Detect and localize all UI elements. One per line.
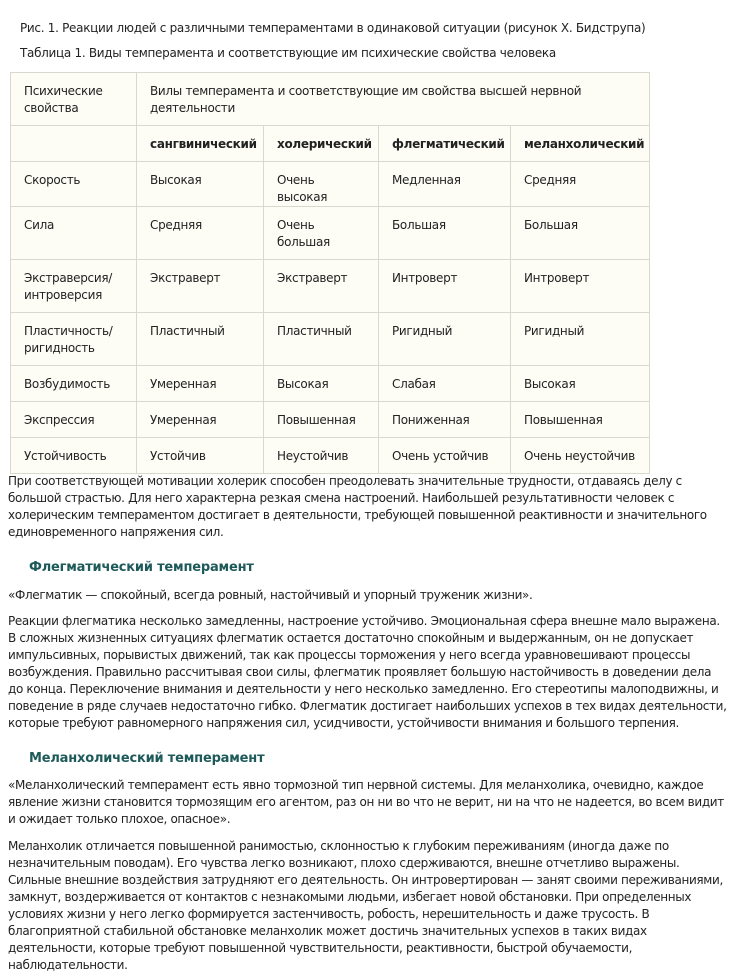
value-cell: Ригидный (511, 313, 650, 366)
temperament-table (10, 72, 650, 474)
value-cell: Пластичный (264, 313, 379, 366)
phlegmatic-quote: «Флегматик — спокойный, всегда ровный, настойчивый и упорный труженик жизни». (8, 588, 533, 602)
property-cell: Устойчивость (11, 438, 137, 474)
value-cell: Пониженная (379, 402, 511, 438)
value-cell: Повышенная (264, 402, 379, 438)
property-cell: Экспрессия (11, 402, 137, 438)
value-cell: Очень неустойчив (511, 438, 650, 474)
table-row (11, 260, 650, 313)
type-melancholic: меланхолический (511, 126, 650, 162)
value-cell: Интроверт (379, 260, 511, 313)
value-cell: Экстраверт (137, 260, 264, 313)
value-cell: Высокая (511, 366, 650, 402)
header-properties: Психические свойства (11, 73, 137, 126)
type-choleric: холерический (264, 126, 379, 162)
value-cell: Очень устойчив (379, 438, 511, 474)
value-cell: Очень большая (264, 207, 379, 260)
empty-cell (11, 126, 137, 162)
table-row (11, 313, 650, 366)
property-cell: Пластичность/ ригидность (11, 313, 137, 366)
figure-caption: Рис. 1. Реакции людей с различными темпераментами в одинаковой ситуации (рисунок Х. Бидструпа) (20, 21, 646, 35)
value-cell: Очень высокая (264, 162, 379, 207)
table-caption: Таблица 1. Виды темперамента и соответствующие им психические свойства человека (20, 46, 556, 60)
value-cell: Высокая (264, 366, 379, 402)
value-cell: Ригидный (379, 313, 511, 366)
table-header-row (11, 73, 650, 126)
phlegmatic-heading: Флегматический темперамент (29, 560, 254, 575)
type-sanguine: сангвинический (137, 126, 264, 162)
value-cell: Умеренная (137, 366, 264, 402)
value-cell: Средняя (511, 162, 650, 207)
value-cell: Слабая (379, 366, 511, 402)
value-cell: Большая (511, 207, 650, 260)
value-cell: Повышенная (511, 402, 650, 438)
value-cell: Высокая (137, 162, 264, 207)
table-row (11, 438, 650, 474)
value-cell: Медленная (379, 162, 511, 207)
table-row (11, 402, 650, 438)
header-temperament-types: Вилы темперамента и соответствующие им свойства высшей нервной деятельности (137, 73, 650, 126)
table-row (11, 162, 650, 207)
property-cell: Сила (11, 207, 137, 260)
melancholic-quote: «Меланхолический темперамент есть явно тормозной тип нервной системы. Для меланхолика, очевидно, каждое явление жизни становится тормозящим его агентом, раз он ни во что не верит, ни на что не надеется, во всем видит и ожидает только плохое, опасное». (8, 778, 724, 826)
type-phlegmatic: флегматический (379, 126, 511, 162)
value-cell: Большая (379, 207, 511, 260)
value-cell: Интроверт (511, 260, 650, 313)
table-row (11, 207, 650, 260)
melancholic-heading: Меланхолический темперамент (29, 751, 265, 766)
value-cell: Пластичный (137, 313, 264, 366)
table-row (11, 366, 650, 402)
property-cell: Возбудимость (11, 366, 137, 402)
choleric-paragraph: При соответствующей мотивации холерик способен преодолевать значительные трудности, отдаваясь делу с большой страстью. Для него характерна резкая смена настроений. Наибольшей результативности человек с холерическим темпераментом достигает в деятельности, требующей повышенной реактивности и значительного единовременного напряжения сил. (8, 474, 707, 539)
value-cell: Неустойчив (264, 438, 379, 474)
value-cell: Умеренная (137, 402, 264, 438)
value-cell: Средняя (137, 207, 264, 260)
phlegmatic-body: Реакции флегматика несколько замедленны, настроение устойчиво. Эмоциональная сфера внешне мало выражена. В сложных жизненных ситуациях флегматик остается достаточно спокойным и выдержанным, он не допускает импульсивных, порывистых движений, так как процессы торможения у него всегда уравновешивают процессы возбуждения. Правильно рассчитывая свои силы, флегматик проявляет большую настойчивость в доведении дела до конца. Переключение внимания и деятельности у него несколько замедленно. Его стереотипы малоподвижны, и поведение в ряде случаев недостаточно гибко. Флегматик достигает наибольших успехов в тех видах деятельности, которые требуют равномерного напряжения сил, усидчивости, устойчивости внимания и большого терпения. (8, 614, 727, 730)
property-cell: Скорость (11, 162, 137, 207)
value-cell: Устойчив (137, 438, 264, 474)
property-cell: Экстраверсия/ интроверсия (11, 260, 137, 313)
value-cell: Экстраверт (264, 260, 379, 313)
table-types-row (11, 126, 650, 162)
melancholic-body: Меланхолик отличается повышенной ранимостью, склонностью к глубоким переживаниям (иногда даже по незначительным поводам). Его чувства легко возникают, плохо сдерживаются, внешне отчетливо выражены. Сильные внешние воздействия затрудняют его деятельность. Он интровертирован — занят своими переживаниями, замкнут, воздерживается от контактов с незнакомыми людьми, избегает новой обстановки. При определенных условиях жизни у него легко формируется застенчивость, робость, нерешительность и даже трусость. В благоприятной стабильной обстановке меланхолик может достичь значительных успехов в таких видах деятельности, которые требуют повышенной чувствительности, реактивности, быстрой обучаемости, наблюдательности. (8, 839, 723, 972)
